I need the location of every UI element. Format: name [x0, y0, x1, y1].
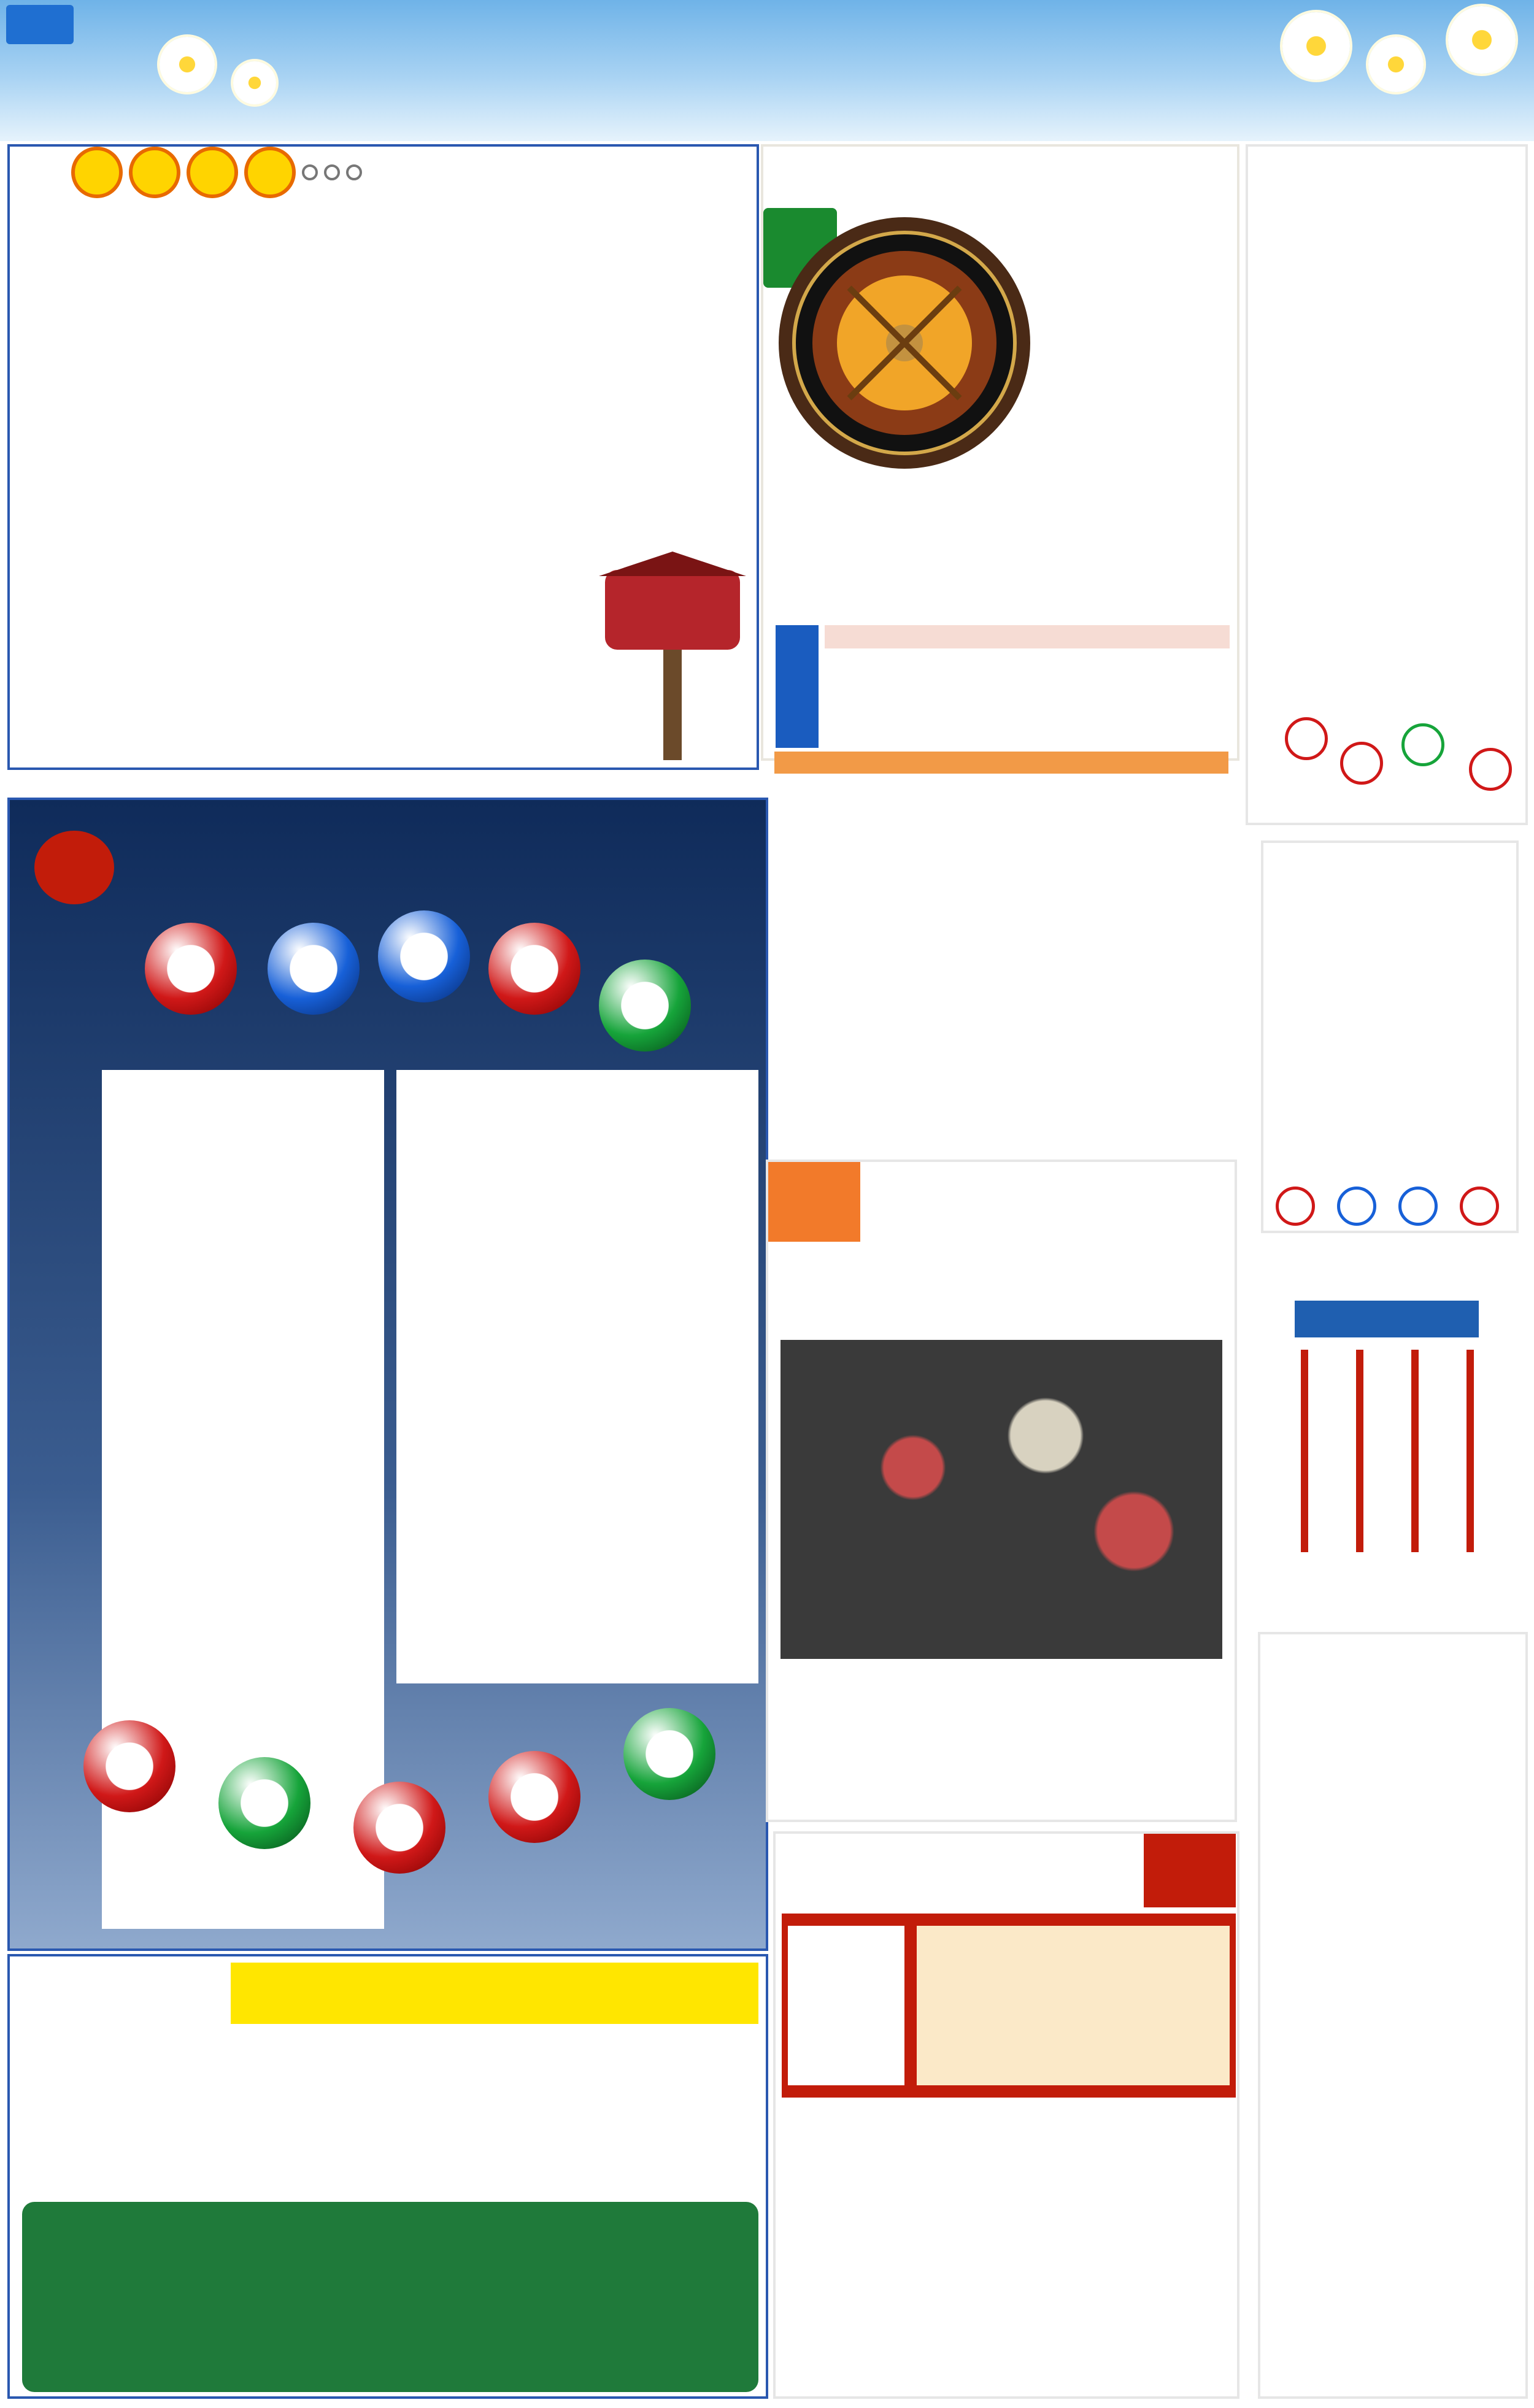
lotto-ball: [218, 1757, 310, 1849]
fantan-table: [22, 2202, 758, 2392]
wang-ball: [1460, 1187, 1499, 1226]
wang-section: [1261, 840, 1519, 1233]
poem-line: [1467, 1350, 1474, 1552]
reader-section: [7, 144, 759, 770]
stats-table-section: [774, 752, 1228, 1129]
stones-photo: [780, 1340, 1222, 1659]
color-trend-headline: [825, 625, 1230, 648]
teima-headline: [231, 1963, 758, 2024]
dot-icon: [324, 164, 340, 180]
stone-section: [766, 1160, 1237, 1822]
lotto-ball: [83, 1720, 175, 1812]
proverb-body: [1273, 1757, 1524, 2174]
stats-title: [774, 752, 1228, 774]
roulette-wheel: [776, 214, 1033, 472]
horse-body: [1260, 208, 1524, 588]
reader-title: [71, 147, 362, 198]
title-char: [244, 147, 296, 198]
teima-section: [7, 1954, 768, 2399]
horse-section: [1246, 144, 1528, 825]
lotto-ball: [623, 1708, 715, 1800]
proverb-section: [1258, 1632, 1528, 2399]
lotto-ball: [599, 960, 691, 1052]
title-char: [129, 147, 180, 198]
page-header: [0, 0, 1534, 141]
horse-ball: [1401, 723, 1444, 766]
liuhe-section: [7, 798, 768, 1951]
edition-label: [6, 5, 74, 44]
color-trend-label: [776, 625, 819, 748]
mailbox-icon: [593, 552, 752, 760]
horse-ball: [1340, 742, 1383, 785]
liuhe-badge: [34, 831, 114, 904]
color-trend: [776, 625, 1230, 760]
poem-section: [1264, 1245, 1522, 1626]
proverb-tail: [1273, 2187, 1524, 2389]
horse-ball: [1285, 717, 1328, 760]
wang-body: [1270, 923, 1515, 1180]
lotto-ball: [378, 910, 470, 1002]
horse-ball: [1469, 748, 1512, 791]
lotto-ball: [488, 1751, 580, 1843]
lotto-ball: [268, 923, 360, 1015]
poem-line: [1301, 1350, 1308, 1552]
title-char: [187, 147, 238, 198]
stone-badge: [768, 1162, 860, 1242]
poem-line: [1411, 1350, 1419, 1552]
lotto-ball: [145, 923, 237, 1015]
dot-icon: [346, 164, 362, 180]
lotto-ball: [488, 923, 580, 1015]
wang-ball: [1276, 1187, 1315, 1226]
lotto-ball: [353, 1782, 445, 1874]
renzhen-grid: [782, 1914, 1236, 2098]
renzhen-section: [773, 1831, 1239, 2399]
poem-sub: [1295, 1301, 1479, 1337]
poem-line: [1356, 1350, 1363, 1552]
title-char: [71, 147, 123, 198]
dot-icon: [302, 164, 318, 180]
wheel-section: [761, 144, 1239, 761]
wang-ball: [1337, 1187, 1376, 1226]
wang-ball: [1398, 1187, 1438, 1226]
renzhen-badge: [1144, 1834, 1236, 1907]
